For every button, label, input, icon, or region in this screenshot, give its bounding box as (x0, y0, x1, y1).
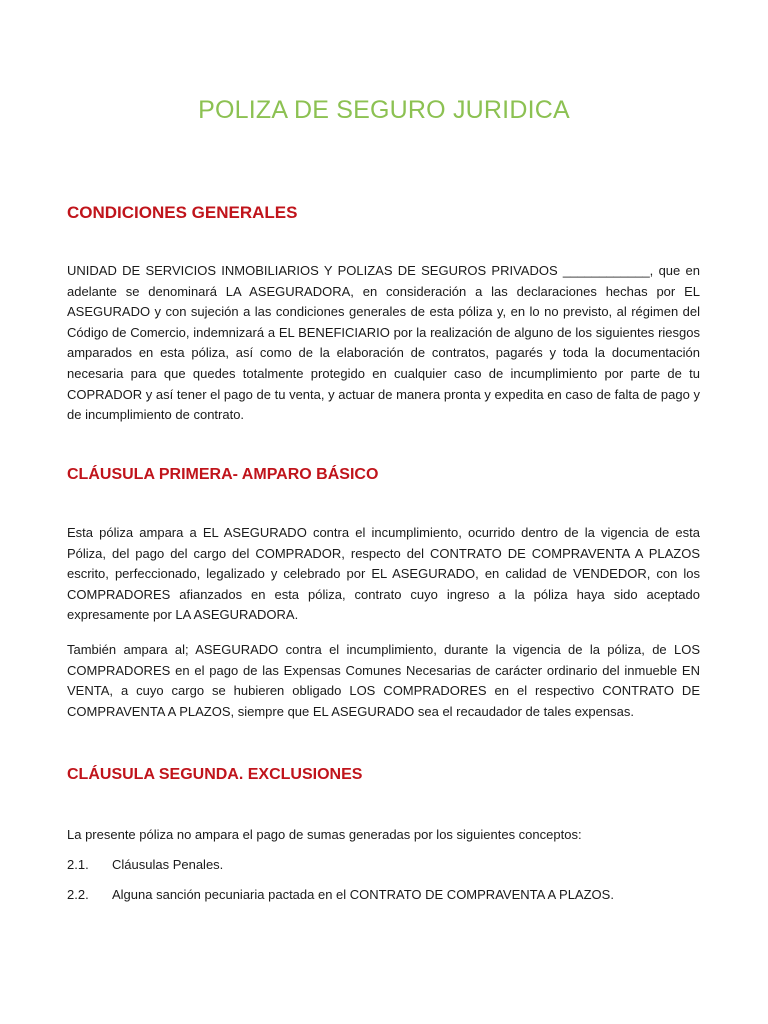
heading-clausula-segunda: CLÁUSULA SEGUNDA. EXCLUSIONES (67, 766, 363, 783)
list-item-text: Cláusulas Penales. (112, 857, 224, 872)
paragraph-condiciones-generales: UNIDAD DE SERVICIOS INMOBILIARIOS Y POLIZAS DE SEGUROS PRIVADOS ____________, que en adelante se denominará LA ASEGURADORA, en consideración a las declaraciones hechas por EL ASEGURADO y con sujeción a las condiciones generales de esta póliza y, en lo no previsto, al régimen del Código de Comercio, indemnizará a EL BENEFICIARIO por la realización de alguno de los siguientes riesgos amparados en esta póliza, así como de la elaboración de contratos, pagarés y toda la documentación necesaria para que quedes totalmente protegido en cualquier caso de incumplimiento por parte de tu COPRADOR y así tener el pago de tu venta, y actuar de manera pronta y expedita en caso de falta de pago y de incumplimiento de contrato. (67, 263, 700, 423)
paragraph-exclusiones-intro: La presente póliza no ampara el pago de sumas generadas por los siguientes conceptos: (67, 827, 582, 842)
heading-condiciones-generales: CONDICIONES GENERALES (67, 203, 298, 222)
paragraph-amparo-basico-1: Esta póliza ampara a EL ASEGURADO contra el incumplimiento, ocurrido dentro de la vigencia de esta Póliza, del pago del cargo del COMPRADOR, respecto del CONTRATO DE COMPRAVENTA A PLAZOS escrito, perfeccionado, legalizado y celebrado por EL ASEGURADO, en calidad de VENDEDOR, con los COMPRADORES afianzados en esta póliza, contrato cuyo ingreso a la póliza haya sido aceptado expresamente por LA ASEGURADORA. (67, 525, 700, 623)
list-item-number: 2.2. (67, 887, 89, 902)
paragraph-amparo-basico-2: También ampara al; ASEGURADO contra el incumplimiento, durante la vigencia de la póliza, de LOS COMPRADORES en el pago de las Expensas Comunes Necesarias de carácter ordinario del inmueble EN VENTA, a cuyo cargo se hubieren obligado LOS COMPRADORES en el respectivo CONTRATO DE COMPRAVENTA A PLAZOS, siempre que EL ASEGURADO sea el recaudador de tales expensas. (67, 642, 700, 719)
document-title: POLIZA DE SEGURO JURIDICA (198, 96, 570, 124)
heading-clausula-primera: CLÁUSULA PRIMERA- AMPARO BÁSICO (67, 466, 379, 483)
list-item-text: Alguna sanción pecuniaria pactada en el CONTRATO DE COMPRAVENTA A PLAZOS. (112, 887, 614, 902)
list-item-number: 2.1. (67, 857, 89, 872)
